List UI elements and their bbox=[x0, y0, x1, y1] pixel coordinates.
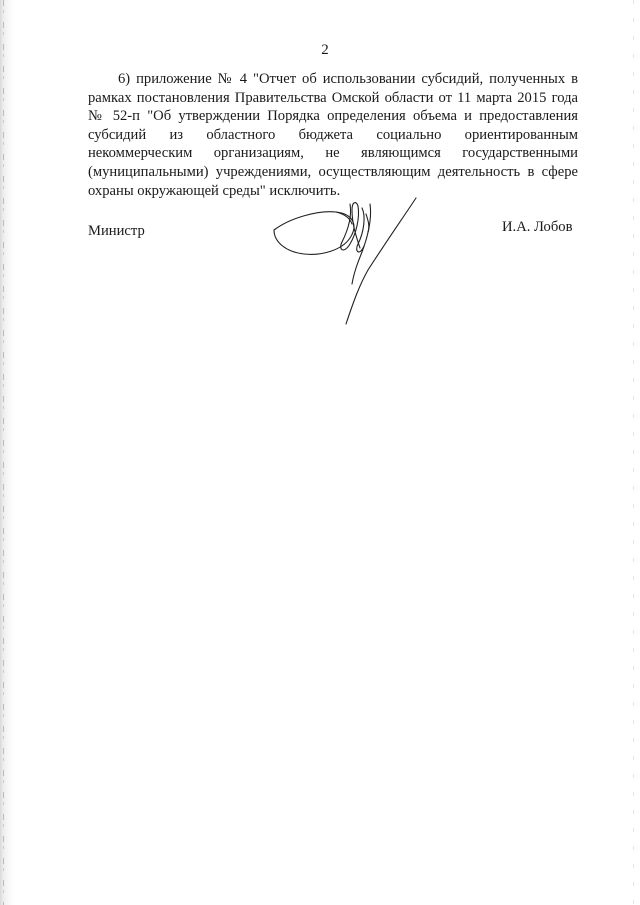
signature-name: И.А. Лобов bbox=[502, 219, 573, 235]
paragraph-line: охраны окружающей среды" исключить. bbox=[88, 182, 341, 199]
scan-artifact-right bbox=[633, 0, 634, 905]
scan-artifact-left bbox=[3, 0, 4, 905]
paragraph-line: 6) приложение № 4 "Отчет об использовании субсидий, полученных в bbox=[118, 71, 578, 87]
paragraph-line: некоммерческим организациям, не являющимся государственными bbox=[88, 145, 578, 162]
body-paragraph bbox=[88, 70, 578, 200]
paragraph-line: № 52-п "Об утверждении Порядка определения объема и предоставления bbox=[88, 108, 578, 125]
handwritten-signature bbox=[270, 196, 420, 328]
signature-role: Министр bbox=[88, 223, 145, 239]
paragraph-line: (муниципальными) учреждениями, осуществляющим деятельность в сфере bbox=[88, 163, 578, 180]
page-number: 2 bbox=[321, 42, 329, 58]
paragraph-line: рамках постановления Правительства Омской области от 11 марта 2015 года bbox=[88, 89, 578, 106]
paragraph-line: субсидий из областного бюджета социально ориентированным bbox=[88, 126, 578, 143]
